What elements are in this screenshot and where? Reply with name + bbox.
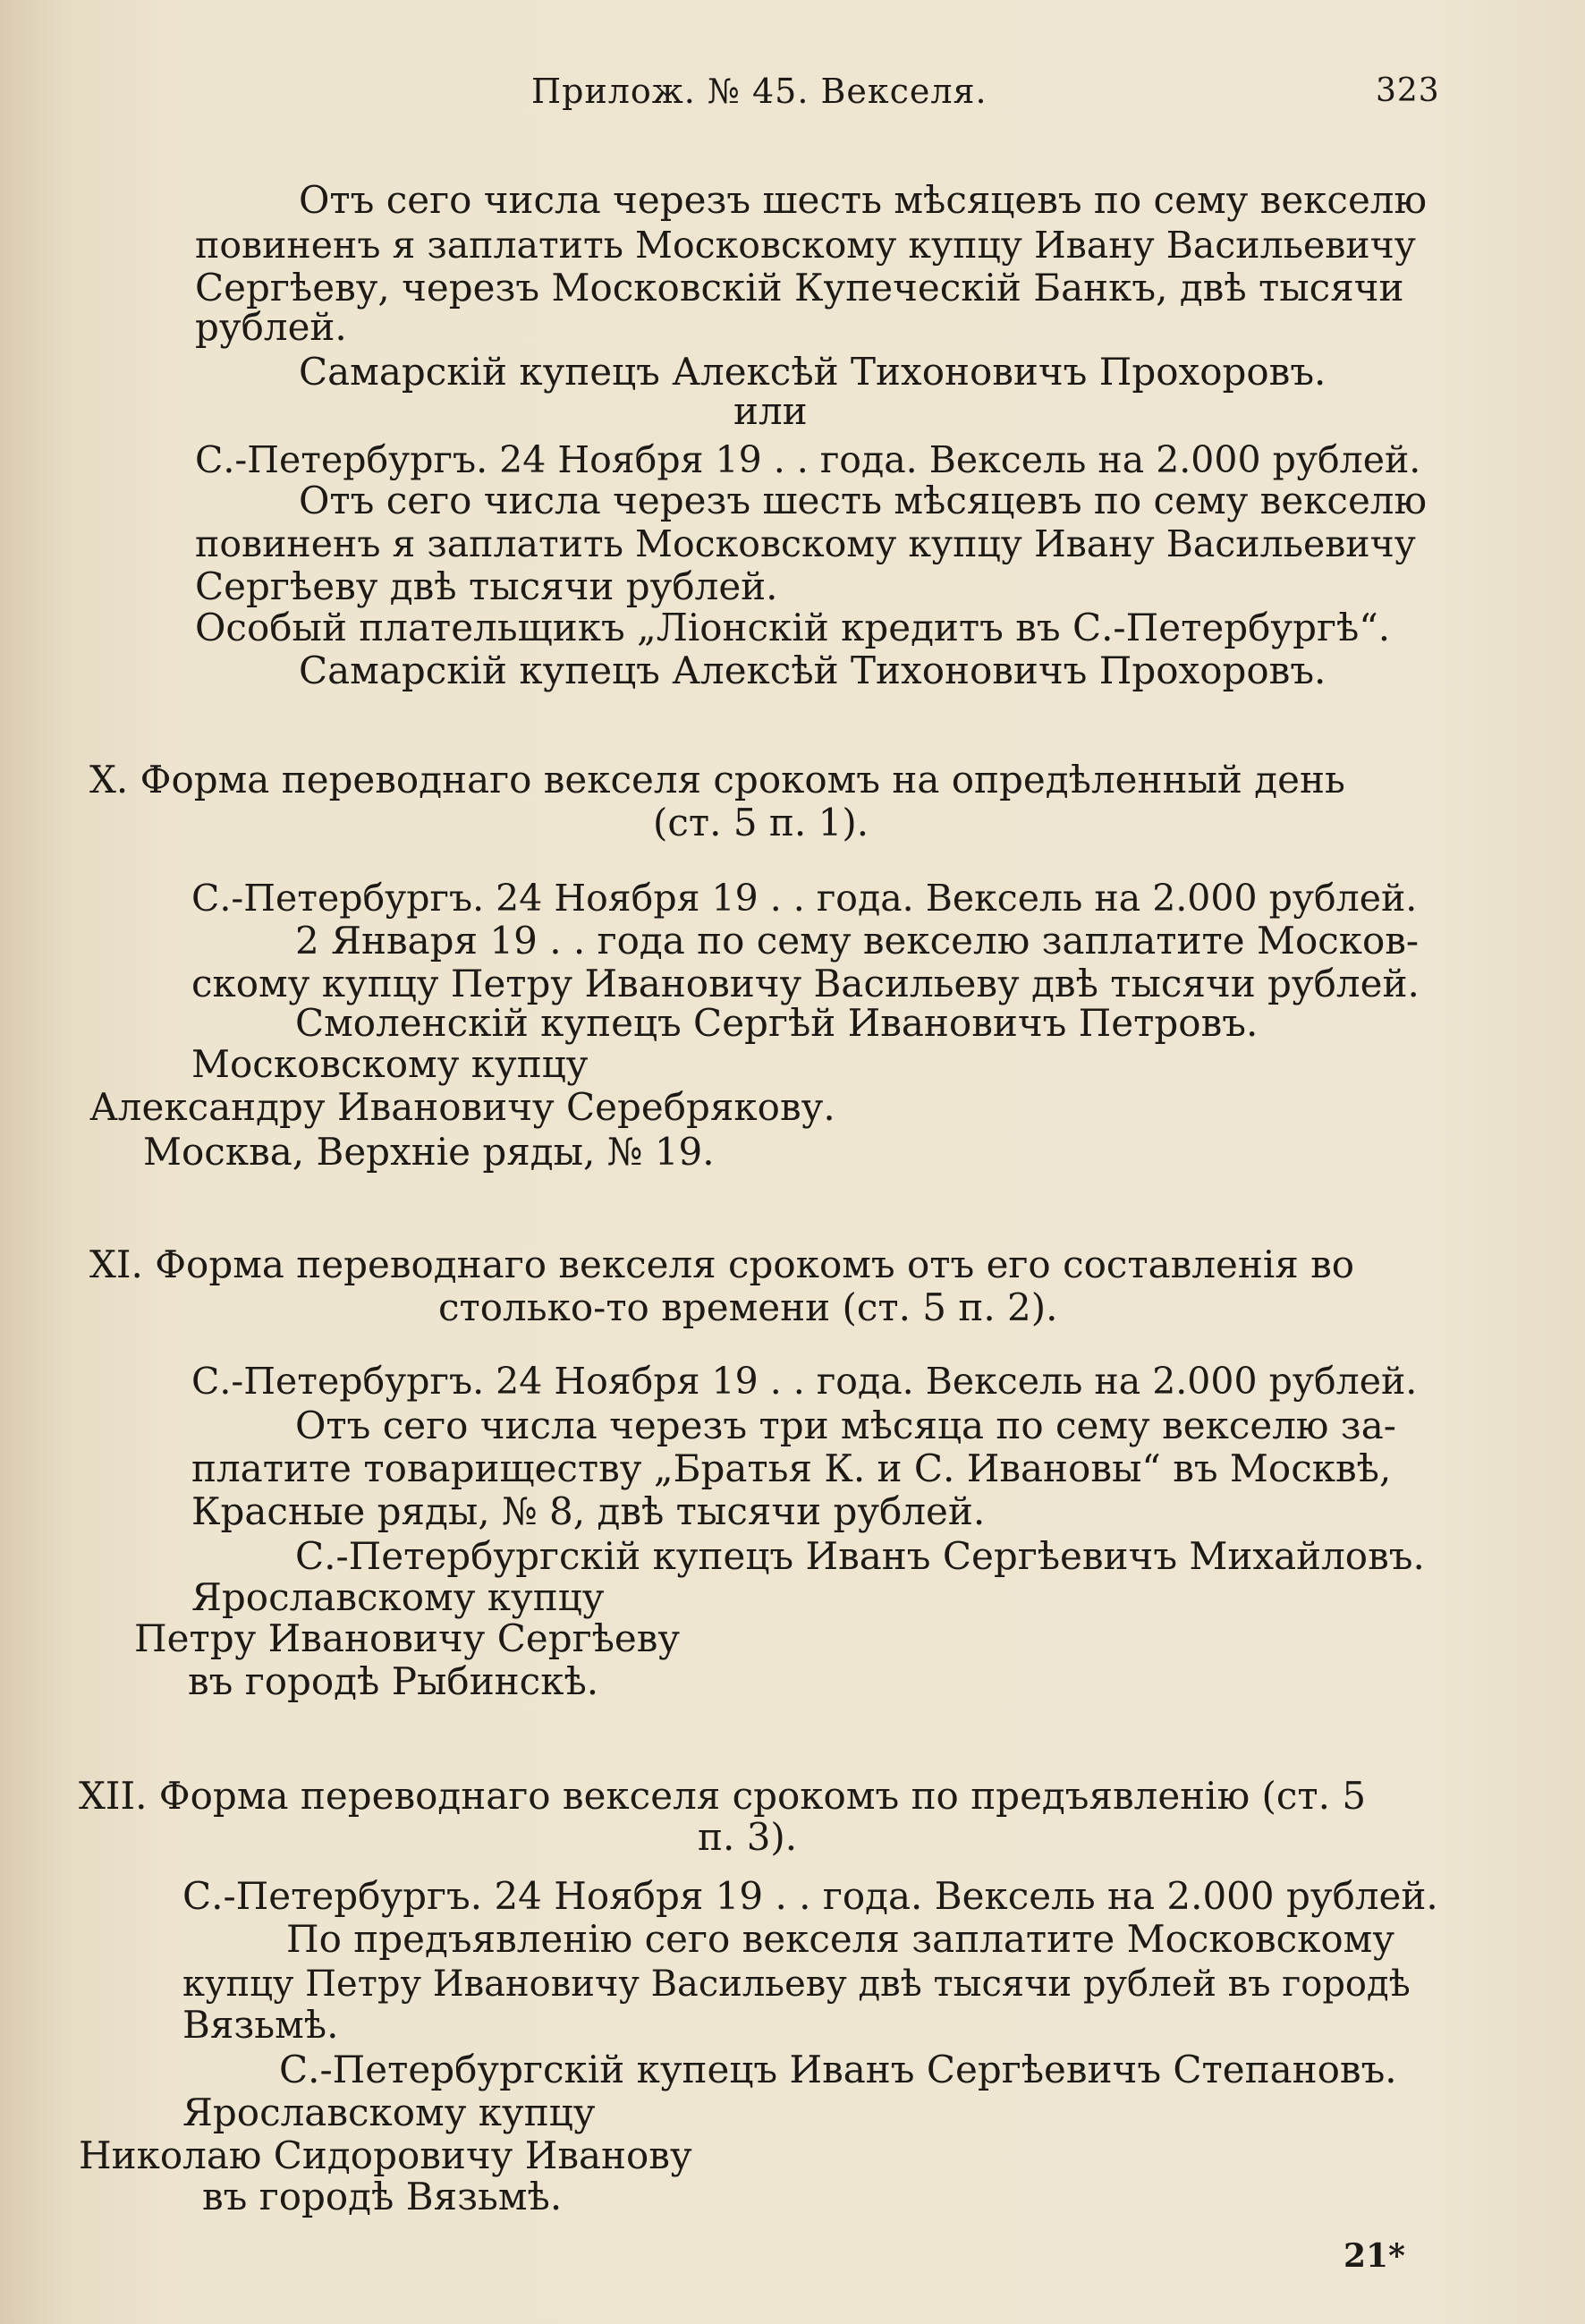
text-line: С.-Петербургъ. 24 Ноября 19 . . года. Вексель на 2.000 рублей. xyxy=(191,1360,1418,1403)
address-line: Ярославскому купцу xyxy=(182,2091,596,2134)
signature-line: Смоленскій купецъ Сергѣй Ивановичъ Петровъ. xyxy=(295,1001,1259,1045)
text-line: По предъявленію сего векселя заплатите Московскому xyxy=(286,1917,1395,1961)
text-line: 2 Января 19 . . года по сему векселю заплатите Москов- xyxy=(295,919,1420,963)
text-line: С.-Петербургъ. 24 Ноября 19 . . года. Вексель на 2.000 рублей. xyxy=(191,877,1418,920)
address-line: Московскому купцу xyxy=(191,1042,589,1086)
text-line: повиненъ я заплатить Московскому купцу Ивану Васильевичу xyxy=(195,224,1416,267)
text-line: Вязьмѣ. xyxy=(182,2003,339,2047)
text-line: Сергѣеву двѣ тысячи рублей. xyxy=(195,564,778,608)
address-line: въ городѣ Рыбинскѣ. xyxy=(188,1659,599,1703)
text-line: повиненъ я заплатить Московскому купцу Ивану Васильевичу xyxy=(195,522,1416,565)
section-heading: XII. Форма переводнаго векселя срокомъ по предъявленію (ст. 5 xyxy=(79,1774,1367,1818)
address-line: Петру Ивановичу Сергѣеву xyxy=(134,1616,681,1660)
signature-line: Самарскій купецъ Алексѣй Тихоновичъ Прохоровъ. xyxy=(299,350,1326,394)
address-line: Ярославскому купцу xyxy=(191,1575,605,1619)
text-line: Отъ сего числа черезъ шесть мѣсяцевъ по сему векселю xyxy=(299,178,1428,222)
running-title: Прилож. № 45. Векселя. xyxy=(531,72,987,111)
section-heading: столько-то времени (ст. 5 п. 2). xyxy=(438,1285,1058,1329)
text-line: рублей. xyxy=(195,305,347,349)
text-line: платите товариществу „Братья К. и С. Ивановы“ въ Москвѣ, xyxy=(191,1446,1392,1490)
printer-signature: 21* xyxy=(1343,2237,1405,2275)
page-number: 323 xyxy=(1376,72,1440,109)
text-line: С.-Петербургъ. 24 Ноября 19 . . года. Вексель на 2.000 рублей. xyxy=(195,438,1421,481)
text-line: С.-Петербургъ. 24 Ноября 19 . . года. Вексель на 2.000 рублей. xyxy=(182,1874,1438,1918)
address-line: Александру Ивановичу Серебрякову. xyxy=(89,1085,835,1129)
text-line: Отъ сего числа черезъ шесть мѣсяцевъ по сему векселю xyxy=(299,479,1428,522)
signature-line: С.-Петербургскій купецъ Иванъ Сергѣевичъ Степановъ. xyxy=(279,2048,1397,2091)
text-line: Красные ряды, № 8, двѣ тысячи рублей. xyxy=(191,1489,986,1533)
section-heading: XI. Форма переводнаго векселя срокомъ отъ его составленія во xyxy=(89,1243,1355,1286)
text-line: скому купцу Петру Ивановичу Васильеву двѣ тысячи рублей. xyxy=(191,962,1420,1005)
text-line: Отъ сего числа черезъ три мѣсяца по сему векселю за- xyxy=(295,1404,1396,1447)
text-line: Сергѣеву, черезъ Московскій Купеческій Банкъ, двѣ тысячи xyxy=(195,266,1404,310)
text-line: Особый плательщикъ „Ліонскій кредитъ въ С.-Петербургѣ“. xyxy=(195,606,1391,649)
text-line: или xyxy=(733,389,808,433)
address-line: Москва, Верхніе ряды, № 19. xyxy=(143,1130,715,1174)
section-heading: X. Форма переводнаго векселя срокомъ на опредѣленный день xyxy=(89,758,1345,802)
signature-line: Самарскій купецъ Алексѣй Тихоновичъ Прохоровъ. xyxy=(299,649,1326,692)
text-line: купцу Петру Ивановичу Васильеву двѣ тысячи рублей въ городѣ xyxy=(182,1964,1411,2005)
signature-line: С.-Петербургскій купецъ Иванъ Сергѣевичъ Михайловъ. xyxy=(295,1534,1425,1578)
address-line: Николаю Сидоровичу Иванову xyxy=(79,2133,692,2177)
section-heading: п. 3). xyxy=(698,1815,798,1859)
section-heading: (ст. 5 п. 1). xyxy=(653,801,869,844)
address-line: въ городѣ Вязьмѣ. xyxy=(202,2175,563,2218)
